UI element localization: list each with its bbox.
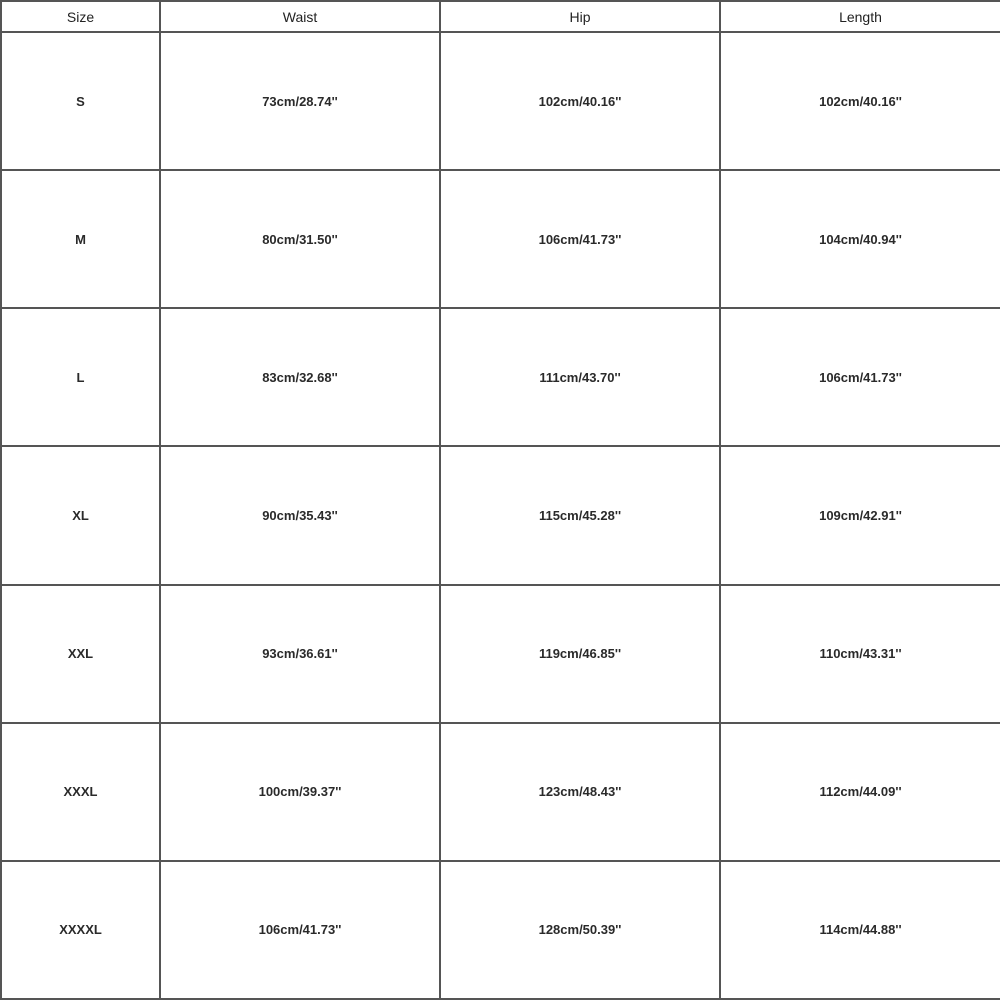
header-waist: Waist	[160, 1, 440, 32]
table-row	[1, 585, 1000, 723]
table-body	[1, 32, 1000, 999]
size-cell: M	[1, 170, 160, 308]
waist-cell: 100cm/39.37''	[160, 723, 440, 861]
length-cell: 106cm/41.73''	[720, 308, 1000, 446]
size-cell: S	[1, 32, 160, 170]
length-cell: 112cm/44.09''	[720, 723, 1000, 861]
size-cell: XXXL	[1, 723, 160, 861]
waist-cell: 90cm/35.43''	[160, 446, 440, 584]
table-row	[1, 308, 1000, 446]
waist-cell: 80cm/31.50''	[160, 170, 440, 308]
table-row	[1, 170, 1000, 308]
length-cell: 109cm/42.91''	[720, 446, 1000, 584]
hip-cell: 128cm/50.39''	[440, 861, 720, 999]
table-row	[1, 861, 1000, 999]
length-cell: 110cm/43.31''	[720, 585, 1000, 723]
size-cell: XXL	[1, 585, 160, 723]
size-cell: L	[1, 308, 160, 446]
length-cell: 102cm/40.16''	[720, 32, 1000, 170]
table-row	[1, 32, 1000, 170]
hip-cell: 102cm/40.16''	[440, 32, 720, 170]
length-cell: 104cm/40.94''	[720, 170, 1000, 308]
waist-cell: 83cm/32.68''	[160, 308, 440, 446]
waist-cell: 106cm/41.73''	[160, 861, 440, 999]
length-cell: 114cm/44.88''	[720, 861, 1000, 999]
hip-cell: 119cm/46.85''	[440, 585, 720, 723]
size-cell: XXXXL	[1, 861, 160, 999]
waist-cell: 73cm/28.74''	[160, 32, 440, 170]
hip-cell: 123cm/48.43''	[440, 723, 720, 861]
hip-cell: 111cm/43.70''	[440, 308, 720, 446]
header-row	[1, 1, 1000, 32]
hip-cell: 115cm/45.28''	[440, 446, 720, 584]
hip-cell: 106cm/41.73''	[440, 170, 720, 308]
table-row	[1, 723, 1000, 861]
waist-cell: 93cm/36.61''	[160, 585, 440, 723]
header-size: Size	[1, 1, 160, 32]
size-cell: XL	[1, 446, 160, 584]
table-header	[1, 1, 1000, 32]
header-hip: Hip	[440, 1, 720, 32]
header-length: Length	[720, 1, 1000, 32]
table-row	[1, 446, 1000, 584]
